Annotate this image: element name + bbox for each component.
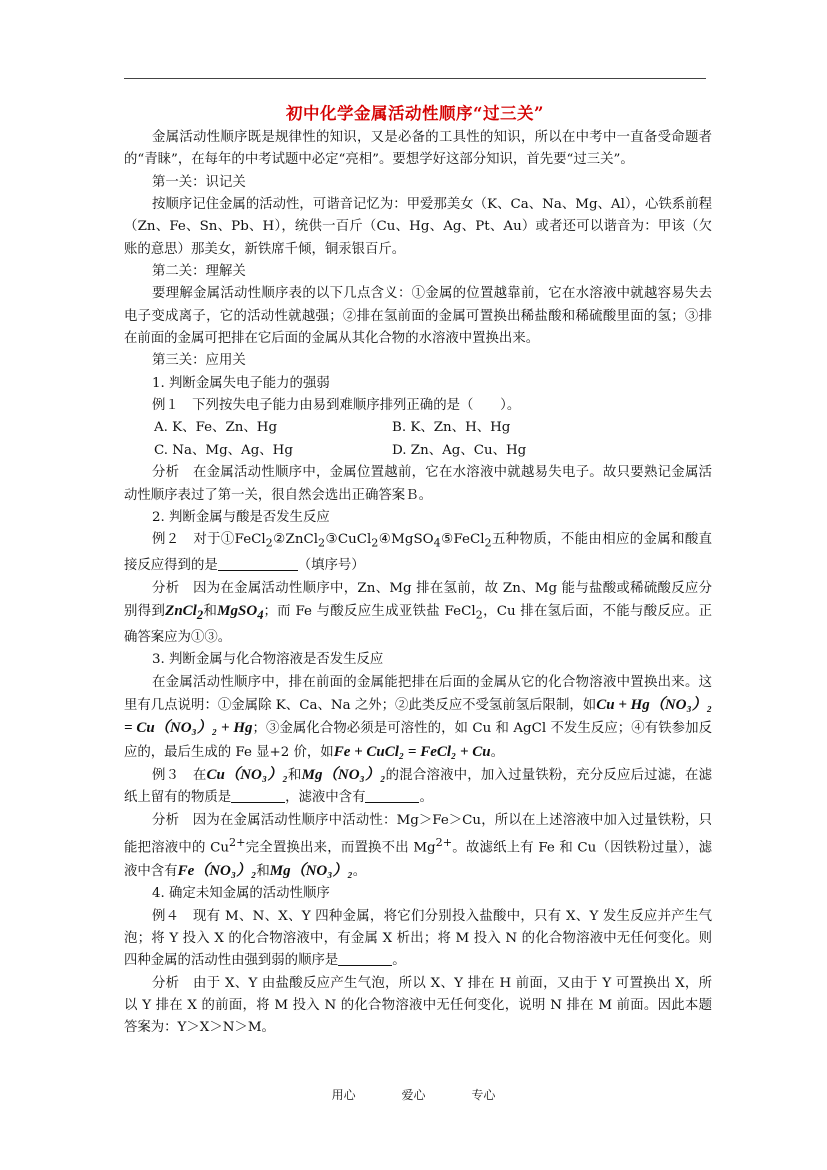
section3-heading: 3. 判断金属与化合物溶液是否发生反应 xyxy=(152,652,384,668)
example3-analysis: 分析 因为在金属活动性顺序中活动性：Mg＞Fe＞Cu，所以在上述溶液中加入过量铁粉，只能把溶液中的 $Cu^{2+}$完全置换出来，而置换不出 $Mg^{2+}$。故滤纸上有 Fe 和 Cu（因铁粉过量），滤液中含有Fe（NO₃）₂和Mg（NO₃）₂。 xyxy=(124,812,712,879)
document-body xyxy=(124,127,712,1040)
example4-analysis: 分析 由于 X、Y 由盐酸反应产生气泡，所以 X、Y 排在 H 前面，又由于 Y 可置换出 X，所以 Y 排在 X 的前面，将 M 投入 N 的化合物溶液中无任何变化，说明 N 排在 M 前面。因此本题答案为：Y＞X＞N＞M。 xyxy=(124,975,712,1036)
equation-cu-hg: Cu + Hg（NO₃）₂ = Cu（NO₃）₂ + Hg xyxy=(124,696,712,737)
header-rule xyxy=(124,78,706,79)
pass2-text: 要理解金属活动性顺序表的以下几点含义：①金属的位置越靠前，它在水溶液中就越容易失去电子变成离子，它的活动性就越强；②排在氢前面的金属可置换出稀盐酸和稀硫酸里面的氢；③排在前面的金属可把排在它后面的金属从其化合物的水溶液中置换出来。 xyxy=(124,286,712,347)
page-title: 初中化学金属活动性顺序“过三关” xyxy=(286,104,544,123)
pass3-heading: 第三关：应用关 xyxy=(152,353,246,369)
formula-zncl2: ZnCl$_2$ xyxy=(165,602,204,622)
page-footer xyxy=(0,1086,827,1103)
example1-options-row1 xyxy=(124,417,712,439)
example4: 例４ 现有 M、N、X、Y 四种金属，将它们分别投入盐酸中，只有 X、Y 发生反应并产生气泡；将 Y 投入 X 的化合物溶液中，有金属 X 析出；将 M 投入 N 的化合物溶液中无任何变化。则四种金属的活动性由强到弱的顺序是 。 xyxy=(124,908,712,969)
example1: 例１ 下列按失电子能力由易到难顺序排列正确的是（ ）。 xyxy=(152,398,521,414)
footer-text-1: 用心 xyxy=(331,1088,356,1102)
formula-fe-no3: Fe（NO₃）₂ xyxy=(177,862,257,879)
option-b: B. K、Zn、H、Hg xyxy=(392,420,511,436)
option-c: C. Na、Mg、Ag、Hg xyxy=(154,442,293,458)
equation-fe-cucl2: Fe + CuCl₂ = FeCl₂ + Cu xyxy=(333,743,491,760)
footer-text-3: 专心 xyxy=(471,1088,496,1102)
option-d: D. Zn、Ag、Cu、Hg xyxy=(392,442,527,458)
answer-blank xyxy=(218,556,298,571)
formula-mgso4: MgSO$_4$ xyxy=(217,602,264,622)
pass2-heading: 第二关：理解关 xyxy=(152,264,246,280)
footer-text-2: 爱心 xyxy=(401,1088,426,1102)
example3: 例３ 在Cu（NO₃）₂和Mg（NO₃）₂的混合溶液中，加入过量铁粉，充分反应后过滤，在滤纸上留有的物质是 ，滤液中含有 。 xyxy=(124,766,713,806)
formula-cu-no3: Cu（NO₃）₂ xyxy=(206,766,288,783)
answer-blank xyxy=(338,951,392,966)
pass1-heading: 第一关：识记关 xyxy=(152,174,246,190)
example2: 例２ 对于①FeCl$_2$②ZnCl$_2$③CuCl$_2$④MgSO$_4$⑤FeCl$_2$五种物质，不能由相应的金属和酸直接反应得到的是 （填序号） xyxy=(124,532,713,574)
section2-heading: 2. 判断金属与酸是否发生反应 xyxy=(152,509,330,525)
example1-options-row2 xyxy=(124,440,712,462)
pass1-text: 按顺序记住金属的活动性，可谐音记忆为：甲爱那美女（K、Ca、Na、Mg、Al），心铁系前程（Zn、Fe、Sn、Pb、H），统供一百斤（Cu、Hg、Ag、Pt、Au）或者还可以谐音为：甲该（欠账的意思）那美女，新铁席千倾，铜汞银百斤。 xyxy=(124,197,712,257)
example1-analysis: 分析 在金属活动性顺序中，金属位置越前，它在水溶液中就越易失电子。故只要熟记金属活动性顺序表过了第一关，很自然会选出正确答案Ｂ。 xyxy=(124,465,712,503)
formula-mg-no3-2: Mg（NO₃）₂ xyxy=(269,862,353,879)
section3-text: 在金属活动性顺序中，排在前面的金属能把排在后面的金属从它的化合物溶液中置换出来。这里有几点说明：①金属除 K、Ca、Na 之外；②此类反应不受氢前氢后限制，如Cu + Hg（NO₃）₂ = Cu（NO₃）₂ + Hg；③金属化合物必须是可溶性的，如 Cu 和 AgCl 不发生反应；④有铁参加反应的，最后生成的 Fe 显+2 价，如Fe + CuCl₂ = FeCl₂ + Cu。 xyxy=(124,674,712,760)
answer-blank xyxy=(231,788,285,803)
option-a: A. K、Fe、Zn、Hg xyxy=(154,420,278,436)
formula-mg-no3: Mg（NO₃）₂ xyxy=(301,766,386,783)
answer-blank xyxy=(365,788,419,803)
section4-heading: 4. 确定未知金属的活动性顺序 xyxy=(152,886,330,902)
section1-heading: 1. 判断金属失电子能力的强弱 xyxy=(152,375,330,391)
example2-analysis: 分析 因为在金属活动性顺序中，Zn、Mg 排在氢前，故 Zn、Mg 能与盐酸或稀硫酸反应分别得到ZnCl$_2$和MgSO$_4$；而 Fe 与酸反应生成亚铁盐 FeCl$_2$，Cu 排在氢后面，不能与酸反应。正确答案应为①③。 xyxy=(124,580,713,645)
intro-paragraph: 金属活动性顺序既是规律性的知识，又是必备的工具性的知识，所以在中考中一直备受命题者的“青睐”，在每年的中考试题中必定“亮相”。要想学好这部分知识，首先要“过三关”。 xyxy=(124,130,712,168)
